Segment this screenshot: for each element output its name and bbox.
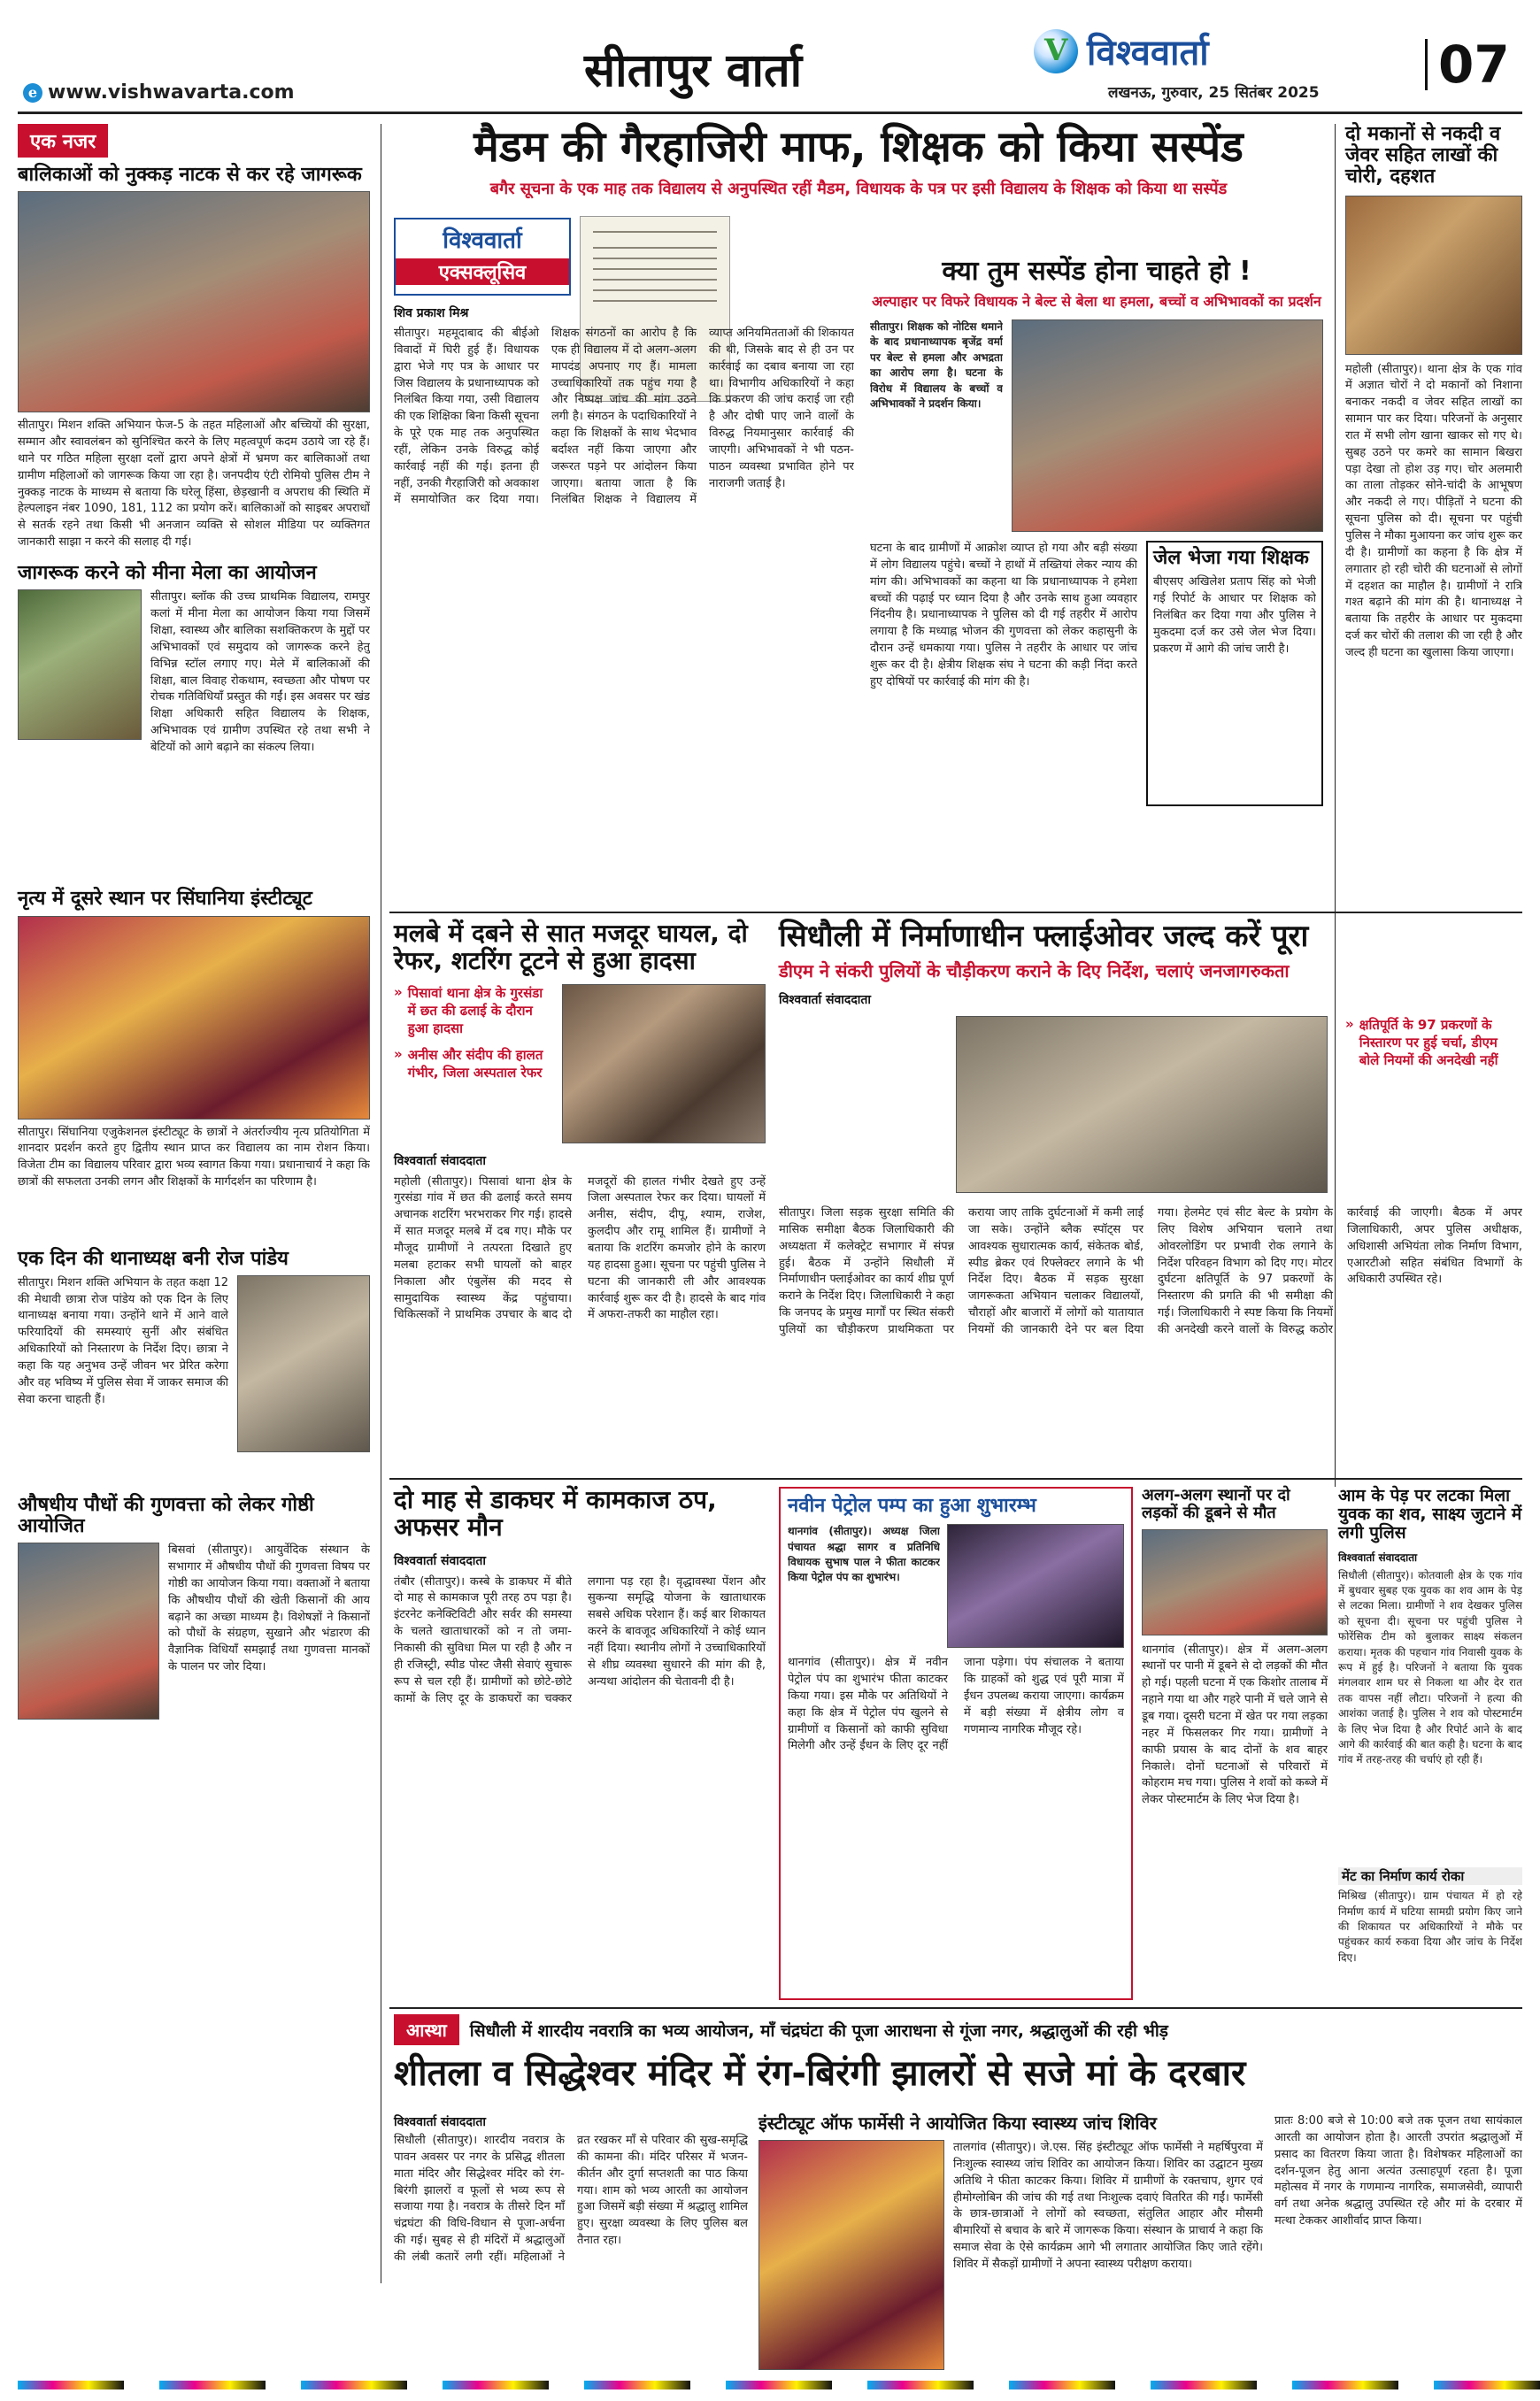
health-photo (758, 2140, 944, 2370)
lead-deck: बगैर सूचना के एक माह तक विद्यालय से अनुपस्थित रहीं मैडम, विधायक के पत्र पर इसी विद्यालय के शिक्षक को किया था सस्पेंड (489, 179, 1228, 198)
drown-body: थानगांव (सीतापुर)। क्षेत्र में अलग-अलग स्थानों पर पानी में डूबने से दो लड़कों की मौत हो गई। पहली घटना में एक किशोर तालाब में नहाने गया था और गहरे पानी में चले जाने से डूब गया। दूसरी घटना में खेत पर गया लड़का नहर में फिसलकर गिर गया। ग्रामीणों ने काफी प्रयास के बाद दोनों के शव बाहर निकाले। दोनों घटनाओं से परिवारों में कोहराम मच गया। पुलिस ने शवों को कब्जे में लेकर पोस्टमार्टम के लिए भेज दिया है। (1142, 1643, 1328, 1807)
ek-nazar-tag: एक नजर (18, 124, 108, 158)
mango-body: सिधौली (सीतापुर)। कोतवाली क्षेत्र के एक गांव में बुधवार सुबह एक युवक का शव आम के पेड़ से लटका मिला। ग्रामीणों ने शव देखकर पुलिस को सूचना दी। सूचना पर पहुंची पुलिस ने फोरेंसिक टीम को बुलाकर साक्ष्य संकलन कराया। मृतक की पहचान गांव निवासी युवक के रूप में हुई है। परिजनों ने बताया कि युवक मंगलवार शाम घर से निकला था और देर रात तक वापस नहीं लौटा। परिजनों ने हत्या की आशंका जताई है। पुलिस ने शव को पोस्टमार्टम के लिए भेज दिया है और रिपोर्ट आने के बाद आगे की कार्रवाई की बात कही है। घटना के बाद गांव में तरह-तरह की चर्चाएं हो रही हैं। (1338, 1568, 1522, 1766)
mango-byline: विश्ववार्ता संवाददाता (1338, 1551, 1418, 1564)
aastha-right-body: प्रातः 8:00 बजे से 10:00 बजे तक पूजन तथा सायंकाल आरती का आयोजन होता है। आरती उपरांत श्रद्धालुओं में प्रसाद का वितरण किया जाता है। विशेषकर महिलाओं का दर्शन-पूजन हेतु आना अत्यंत उत्साहपूर्ण रहता है। पूजा महोत्सव में नगर के गणमान्य नागरिक, समाजसेवी, व्यापारी वर्ग तथा अनेक श्रद्धालु उपस्थित रहे और मां के दरबार में मत्था टेककर आशीर्वाद प्राप्त किया। (1274, 2114, 1522, 2228)
story1-body: सीतापुर। मिशन शक्ति अभियान फेज-5 के तहत महिलाओं और बच्चियों की सुरक्षा, सम्मान और स्वावलंबन को सुनिश्चित करने के लिए महत्वपूर्ण कदम उठाये जा रहे हैं। थाने पर गठित महिला सुरक्षा दलों द्वारा अपने क्षेत्रों में भ्रमण कर बालिकाओं तथा ग्रामीण महिलाओं को जागरूक किया जा रहा है। जनपदीय एंटी रोमियो पुलिस टीम ने नुक्कड़ नाटक के माध्यम से बताया कि घरेलू हिंसा, छेड़खानी व अपराध की स्थिति में हेल्पलाइन नंबर 1090, 181, 112 का प्रयोग करें। बालिकाओं को साइबर अपराधों से सतर्क रहने तथा किसी भी अनजान व्यक्ति से सोशल मीडिया पर व्यक्तिगत जानकारी साझा न करने की सलाह दी गई। (18, 419, 370, 550)
reg-mark (1292, 2381, 1398, 2389)
petrol-body: थानगांव (सीतापुर)। क्षेत्र में नवीन पेट्रोल पंप का शुभारंभ फीता काटकर किया गया। इस मौके पर अतिथियों ने कहा कि क्षेत्र में पेट्रोल पंप खुलने से ग्रामीणों व किसानों को काफी सुविधा मिलेगी और उन्हें ईंधन के लिए दूर नहीं जाना पड़ेगा। पंप संचालक ने बताया कि ग्राहकों को शुद्ध एवं पूरी मात्रा में ईंधन उपलब्ध कराया जाएगा। कार्यक्रम में बड़ी संख्या में क्षेत्रीय लोग व गणमान्य नागरिक मौजूद रहे। (788, 1656, 1124, 1753)
mango-story (1338, 1487, 1522, 2000)
reg-mark (443, 2381, 549, 2389)
suspend-caption: सीतापुर। शिक्षक को नोटिस थमाने के बाद प्रधानाध्यापक बृजेंद्र वर्मा पर बेल्ट से हमला और अभद्रता का आरोप लगा है। घटना के विरोध में विद्यालय के बच्चों व अभिभावकों ने प्रदर्शन किया। (870, 320, 1003, 410)
brand-v-icon: V (1034, 29, 1078, 73)
story2-body: सीतापुर। ब्लॉक की उच्च प्राथमिक विद्यालय, रामपुर कलां में मीना मेला का आयोजन किया गया जिसमें शिक्षा, स्वास्थ्य और बालिका सशक्तिकरण के मुद्दों पर अभिभावकों एवं समुदाय को जागरूक करने हेतु विभिन्न स्टॉल लगाए गए। मेले में बालिकाओं की शिक्षा, बाल विवाह रोकथाम, स्वच्छता और पोषण पर रोचक गतिविधियाँ प्रस्तुत की गईं। इस अवसर पर खंड शिक्षा अधिकारी सहित विद्यालय के शिक्षक, अभिभावक एवं ग्रामीण उपस्थित रहे तथा सभी ने बेटियों को आगे बढ़ाने का संकल्प लिया। (150, 590, 370, 754)
color-registration-strip (0, 2381, 1540, 2395)
story3-title: नृत्य में दूसरे स्थान पर सिंघानिया इंस्टीट्यूट (18, 888, 312, 911)
bullet-arrow-icon: » (394, 1045, 403, 1062)
page-number: 07 (1425, 39, 1510, 90)
story5-photo (18, 1543, 159, 1720)
story1-title: बालिकाओं को नुक्कड़ नाटक से कर रहे जागरूक (18, 164, 362, 186)
reg-mark (1009, 2381, 1115, 2389)
reg-mark (159, 2381, 266, 2389)
masthead-rule (18, 112, 1522, 114)
bullet-arrow-icon: » (394, 983, 403, 1000)
mid-rule-1 (389, 912, 1522, 913)
left-column (18, 124, 370, 2283)
malba-headline: मलबे में दबने से सात मजदूर घायल, दो रेफर, शटरिंग टूटने से हुआ हादसा (394, 919, 748, 975)
aastha-kicker: सिधौली में शारदीय नवरात्रि का भव्य आयोजन, माँ चंद्रघंटा की पूजा आराधना से गूंजा नगर, श्रद्धालुओं की रही भीड़ (469, 2020, 1168, 2041)
malba-story (394, 920, 766, 1469)
drown-story (1142, 1487, 1328, 2000)
flyover-photo (956, 1016, 1328, 1193)
health-box (758, 2113, 1263, 2379)
story2-photo (18, 589, 142, 740)
mid-rule-3 (389, 2007, 1522, 2009)
mango-sub-title: मेंट का निर्माण कार्य रोका (1338, 1867, 1522, 1886)
mid-rule-2 (389, 1478, 1522, 1480)
theft-photo (1345, 196, 1522, 355)
post-body: तंबौर (सीतापुर)। कस्बे के डाकघर में बीते दो माह से कामकाज पूरी तरह ठप पड़ा है। इंटरनेट कनेक्टिविटी और सर्वर की समस्या के चलते खाताधारकों को न तो जमा-निकासी की सुविधा मिल पा रही है और न ही रजिस्ट्री, स्पीड पोस्ट जैसी सेवाएं सुचारू रूप से चल रही हैं। ग्रामीणों को छोटे-छोटे कामों के लिए दूर के डाकघरों का चक्कर लगाना पड़ रहा है। वृद्धावस्था पेंशन और सुकन्या समृद्धि योजना के खाताधारक सबसे अधिक परेशान हैं। कई बार शिकायत करने के बावजूद अधिकारियों ने कोई ध्यान नहीं दिया। स्थानीय लोगों ने उच्चाधिकारियों से शीघ्र व्यवस्था सुधारने की मांग की है, अन्यथा आंदोलन की चेतावनी दी है। (394, 1574, 766, 1705)
flyover-body: सीतापुर। जिला सड़क सुरक्षा समिति की मासिक समीक्षा बैठक जिलाधिकारी की अध्यक्षता में कलेक्ट्रेट सभागार में संपन्न हुई। बैठक में उन्होंने सिधौली में निर्माणाधीन फ्लाईओवर का कार्य शीघ्र पूर्ण कराने के निर्देश दिए। जिलाधिकारी ने कहा कि जनपद के प्रमुख मार्गों पर स्थित संकरी पुलियों का चौड़ीकरण प्राथमिकता पर कराया जाए ताकि दुर्घटनाओं में कमी लाई जा सके। उन्होंने ब्लैक स्पॉट्स पर आवश्यक सुधारात्मक कार्य, संकेतक बोर्ड, स्पीड ब्रेकर एवं रिफ्लेक्टर लगाने के भी निर्देश दिए। बैठक में सड़क सुरक्षा जागरूकता अभियान चलाकर विद्यालयों, चौराहों और बाजारों में लोगों को यातायात नियमों की जानकारी देने पर बल दिया गया। हेलमेट एवं सीट बेल्ट के प्रयोग के लिए विशेष अभियान चलाने तथा ओवरलोडिंग पर प्रभावी रोक लगाने के निर्देश परिवहन विभाग को दिए गए। मोटर दुर्घटना क्षतिपूर्ति के 97 प्रकरणों के निस्तारण की प्रगति की भी समीक्षा की गई। जिलाधिकारी ने स्पष्ट किया कि नियमों की अनदेखी करने वालों के विरुद्ध कठोर कार्रवाई की जाएगी। बैठक में अपर जिलाधिकारी, अपर पुलिस अधीक्षक, अधिशासी अभियंता लोक निर्माण विभाग, एआरटीओ सहित संबंधित विभागों के अधिकारी उपस्थित रहे। (779, 1206, 1522, 1336)
post-byline: विश्ववार्ता संवाददाता (394, 1553, 487, 1568)
lead-body: सीतापुर। महमूदाबाद की बीईओ विवादों में घिरी हुई हैं। विधायक द्वारा भेजे गए पत्र के आधार पर जिस विद्यालय के प्रधानाध्यापक को निलंबित किया गया, उसी विद्यालय की एक शिक्षिका बिना किसी सूचना के पूरे एक माह तक अनुपस्थित रहीं, लेकिन उनके विरुद्ध कोई कार्रवाई नहीं की गई। इतना ही नहीं, उनकी गैरहाजिरी को अवकाश में समायोजित कर दिया गया। शिक्षक संगठनों का आरोप है कि एक ही विद्यालय में दो अलग-अलग मापदंड अपनाए गए हैं। मामला उच्चाधिकारियों तक पहुंच गया है और निष्पक्ष जांच की मांग उठने लगी है। संगठन के पदाधिकारियों ने कहा कि शिक्षकों के साथ भेदभाव बर्दाश्त नहीं किया जाएगा और जरूरत पड़ने पर आंदोलन किया जाएगा। बताया जाता है कि निलंबित शिक्षक ने विद्यालय में व्याप्त अनियमितताओं की शिकायत की थी, जिसके बाद से ही उन पर कार्रवाई का दबाव बनाया जा रहा था। विभागीय अधिकारियों ने कहा कि प्रकरण की जांच कराई जा रही है और दोषी पाए जाने वालों के विरुद्ध नियमानुसार कार्रवाई की जाएगी। अभिभावकों ने भी पठन-पाठन व्यवस्था प्रभावित होने पर नाराजगी जताई है। (394, 327, 854, 507)
mango-headline: आम के पेड़ पर लटका मिला युवक का शव, साक्ष्य जुटाने में लगी पुलिस (1338, 1486, 1522, 1543)
story1-photo (18, 191, 370, 412)
flyover-story (779, 920, 1522, 1469)
health-body: तालगांव (सीतापुर)। जे.एस. सिंह इंस्टीट्यूट ऑफ फार्मेसी ने महर्षिपुरवा में निःशुल्क स्वास्थ्य जांच शिविर का आयोजन किया। शिविर का उद्घाटन मुख्य अतिथि ने फीता काटकर किया। शिविर में ग्रामीणों के रक्तचाप, शुगर एवं हीमोग्लोबिन की जांच की गई तथा निःशुल्क दवाएं वितरित की गईं। फार्मेसी के छात्र-छात्राओं ने लोगों को स्वच्छता, संतुलित आहार और मौसमी बीमारियों से बचाव के बारे में जागरूक किया। संस्थान के प्राचार्य ने कहा कि समाज सेवा के ऐसे कार्यक्रम आगे भी लगातार आयोजित किए जाते रहेंगे। शिविर में सैकड़ों ग्रामीणों ने अपना स्वास्थ्य परीक्षण कराया। (953, 2141, 1263, 2271)
website-link[interactable]: e www.vishwavarta.com (23, 81, 295, 104)
petrol-lead: थानगांव (सीतापुर)। अध्यक्ष जिला पंचायत श्रद्धा सागर व प्रतिनिधि विधायक सुभाष पाल ने फीता काटकर किया पेट्रोल पंप का शुभारंभ। (788, 1525, 940, 1584)
jail-body: बीएसए अखिलेश प्रताप सिंह को भेजी गई रिपोर्ट के आधार पर शिक्षक को निलंबित कर दिया गया और पुलिस ने मुकदमा दर्ज कर उसे जेल भेज दिया। प्रकरण में आगे की जांच जारी है। (1153, 575, 1316, 656)
exclusive-brand: विश्ववार्ता (443, 227, 522, 254)
story3-photo (18, 916, 370, 1120)
mango-sub-body: मिश्रिख (सीतापुर)। ग्राम पंचायत में हो रहे निर्माण कार्य में घटिया सामग्री प्रयोग किए जाने की शिकायत पर अधिकारियों ने मौके पर पहुंचकर कार्य रुकवा दिया और जांच के निर्देश दिए। (1338, 1889, 1522, 1964)
jail-box (1146, 541, 1323, 806)
brand-logo (1034, 27, 1209, 75)
brand-name: विश्ववार्ता (1087, 33, 1209, 73)
lead-byline: शिव प्रकाश मिश्र (394, 306, 469, 320)
aastha-byline: विश्ववार्ता संवाददाता (394, 2115, 487, 2129)
drown-headline: अलग-अलग स्थानों पर दो लड़कों की डूबने से मौत (1142, 1486, 1290, 1522)
health-headline: इंस्टीट्यूट ऑफ फार्मेसी ने आयोजित किया स्वास्थ्य जांच शिविर (758, 2112, 1157, 2134)
suspend-body: घटना के बाद ग्रामीणों में आक्रोश व्याप्त हो गया और बड़ी संख्या में लोग विद्यालय पहुंचे। बच्चों ने हाथों में तख्तियां लेकर न्याय की मांग की। अभिभावकों का कहना था कि प्रधानाध्यापक ने हमेशा बच्चों की पढ़ाई पर ध्यान दिया है और उनके साथ हुआ व्यवहार निंदनीय है। प्रधानाध्यापक ने पुलिस को दी गई तहरीर में आरोप लगाया है कि मध्याह्न भोजन की गुणवत्ता को लेकर कहासुनी के दौरान उन्हें धमकाया गया। पुलिस ने तहरीर के आधार पर जांच शुरू कर दी है। क्षेत्रीय शिक्षक संघ ने घटना की कड़ी निंदा करते हुए दोषियों पर कार्रवाई की मांग की है। (870, 542, 1137, 689)
protest-photo (1012, 319, 1323, 532)
bullet-arrow-icon: » (1345, 1016, 1354, 1032)
browser-e-icon: e (23, 83, 42, 103)
theft-headline: दो मकानों से नकदी व जेवर सहित लाखों की चोरी, दहशत (1345, 123, 1501, 189)
petrol-photo (947, 1524, 1124, 1648)
aastha-section (394, 2014, 1522, 2386)
story4-photo (237, 1275, 370, 1452)
theft-body: महोली (सीतापुर)। थाना क्षेत्र के एक गांव में अज्ञात चोरों ने दो मकानों को निशाना बनाकर नकदी व जेवर सहित लाखों का सामान पार कर दिया। परिजनों के अनुसार रात में सभी लोग खाना खाकर सो गए थे। सुबह उठने पर कमरे का सामान बिखरा पड़ा देखा तो होश उड़ गए। चोर अलमारी का ताला तोड़कर सोने-चांदी के आभूषण और नकदी ले गए। पीड़ितों ने घटना की सूचना पुलिस को दी। सूचना पर पहुंची पुलिस ने मौका मुआयना कर जांच शुरू कर दी है। ग्रामीणों का कहना है कि क्षेत्र में लगातार हो रही चोरी की घटनाओं से लोगों में दहशत का माहौल है। ग्रामीणों ने रात्रि गश्त बढ़ाने की मांग की है। थानाध्यक्ष ने बताया कि तहरीर के आधार पर मुकदमा दर्ज कर चोरों की तलाश की जा रही है और जल्द ही घटना का खुलासा किया जाएगा। (1345, 362, 1522, 659)
reg-mark (1434, 2381, 1540, 2389)
malba-photo (562, 984, 766, 1143)
petrol-headline: नवीन पेट्रोल पम्प का हुआ शुभारम्भ (788, 1495, 1036, 1517)
reg-mark (1151, 2381, 1257, 2389)
flyover-side-note: » क्षतिपूर्ति के 97 प्रकरणों के निस्तारण पर हुई चर्चा, डीएम बोले नियमों की अनदेखी नहीं (1345, 1016, 1498, 1068)
story4-title: एक दिन की थानाध्यक्ष बनी रोज पांडेय (18, 1247, 289, 1270)
suspend-headline: क्या तुम सस्पेंड होना चाहते हो ! (942, 256, 1251, 287)
reg-mark (301, 2381, 407, 2389)
masthead (0, 0, 1540, 115)
aastha-body: सिधौली (सीतापुर)। शारदीय नवरात्र के पावन अवसर पर नगर के प्रसिद्ध शीतला माता मंदिर और सिद्धेश्वर मंदिर को रंग-बिरंगी झालरों व फूलों से भव्य रूप से सजाया गया है। नवरात्र के तीसरे दिन माँ चंद्रघंटा की विधि-विधान से पूजा-अर्चना की गई। सुबह से ही मंदिरों में श्रद्धालुओं की लंबी कतारें लगी रहीं। महिलाओं ने व्रत रखकर माँ से परिवार की सुख-समृद्धि की कामना की। मंदिर परिसर में भजन-कीर्तन और दुर्गा सप्तशती का पाठ किया गया। शाम को भव्य आरती का आयोजन हुआ जिसमें बड़ी संख्या में श्रद्धालु शामिल हुए। सुरक्षा व्यवस्था के लिए पुलिस बल तैनात रहा। (394, 2134, 748, 2264)
jail-title: जेल भेजा गया शिक्षक (1153, 547, 1309, 569)
flyover-deck: डीएम ने संकरी पुलियों के चौड़ीकरण कराने के दिए निर्देश, चलाएं जनजागरुकता (779, 960, 1290, 982)
dateline: लखनऊ, गुरुवार, 25 सितंबर 2025 (1108, 84, 1320, 102)
reg-mark (867, 2381, 974, 2389)
story5-body: बिसवां (सीतापुर)। आयुर्वेदिक संस्थान के सभागार में औषधीय पौधों की गुणवत्ता विषय पर गोष्ठी का आयोजन किया गया। वक्ताओं ने बताया कि औषधीय पौधों की खेती किसानों की आय बढ़ाने का अच्छा माध्यम है। विशेषज्ञों ने किसानों को पौधों के संग्रहण, सुखाने और भंडारण की वैज्ञानिक विधियाँ समझाईं तथा गुणवत्ता मानकों के पालन पर जोर दिया। (168, 1543, 370, 1674)
malba-bullet-2: » अनीस और संदीप की हालत गंभीर, जिला अस्पताल रेफर (394, 1045, 543, 1081)
post-headline: दो माह से डाकघर में कामकाज ठप, अफसर मौन (394, 1485, 717, 1542)
reg-mark (18, 2381, 124, 2389)
malba-bullet-1: » पिसावां थाना क्षेत्र के गुरसंडा में छत की ढलाई के दौरान हुआ हादसा (394, 983, 543, 1036)
right-column (1345, 124, 1522, 1009)
story3-body: सीतापुर। सिंघानिया एजुकेशनल इंस्टीट्यूट के छात्रों ने अंतर्राज्यीय नृत्य प्रतियोगिता में शानदार प्रदर्शन करते हुए द्वितीय स्थान प्राप्त कर विद्यालय का नाम रोशन किया। विजेता टीम का विद्यालय परिवार द्वारा भव्य स्वागत किया गया। प्रधानाचार्य ने कहा कि छात्रों की सफलता उनकी लगन और शिक्षकों के मार्गदर्शन का परिणाम है। (18, 1125, 370, 1189)
aastha-tag: आस्था (394, 2014, 459, 2045)
petrol-story (779, 1487, 1133, 2000)
story4-body: सीतापुर। मिशन शक्ति अभियान के तहत कक्षा 12 की मेधावी छात्रा रोज पांडेय को एक दिन के लिए थानाध्यक्ष बनाया गया। उन्होंने थाने में आने वाले फरियादियों की समस्याएं सुनीं और संबंधित अधिकारियों को निस्तारण के निर्देश दिए। छात्रा ने कहा कि यह अनुभव उन्हें जीवन भर प्रेरित करेगा और वह भविष्य में पुलिस सेवा में जाकर समाज की सेवा करना चाहती हैं। (18, 1275, 228, 1406)
flyover-byline: विश्ववार्ता संवाददाता (779, 993, 872, 1008)
reg-mark (726, 2381, 832, 2389)
exclusive-label: एक्सक्लूसिव (396, 258, 569, 285)
exclusive-badge (394, 218, 571, 296)
reg-mark (584, 2381, 690, 2389)
story5-title: औषधीय पौधों की गुणवत्ता को लेकर गोष्ठी आयोजित (18, 1493, 314, 1537)
lead-headline: मैडम की गैरहाजिरी माफ, शिक्षक को किया सस्पेंड (474, 122, 1244, 172)
story2-title: जागरूक करने को मीना मेला का आयोजन (18, 562, 317, 585)
malba-byline: विश्ववार्ता संवाददाता (394, 1153, 487, 1168)
section-title: सीतापुर वार्ता (584, 44, 803, 97)
flyover-headline: सिधौली में निर्माणाधीन फ्लाईओवर जल्द करें पूरा (779, 919, 1309, 954)
lead-story (394, 124, 1323, 912)
suspend-box (870, 257, 1323, 903)
aastha-headline: शीतला व सिद्धेश्वर मंदिर में रंग-बिरंगी झालरों से सजे मां के दरबार (394, 2053, 1246, 2094)
malba-body: महोली (सीतापुर)। पिसावां थाना क्षेत्र के गुरसंडा गांव में छत की ढलाई करते समय अचानक शटरिंग भरभराकर गिर गई। हादसे में सात मजदूर मलबे में दब गए। मौके पर मौजूद ग्रामीणों ने तत्परता दिखाते हुए मलबा हटाकर सभी घायलों को बाहर निकाला और एंबुलेंस की मदद से सामुदायिक स्वास्थ्य केंद्र पहुंचाया। चिकित्सकों ने प्राथमिक उपचार के बाद दो मजदूरों की हालत गंभीर देखते हुए उन्हें जिला अस्पताल रेफर कर दिया। घायलों में अनीस, संदीप, दीपू, श्याम, राजेश, कुलदीप और रामू शामिल हैं। ग्रामीणों ने बताया कि शटरिंग कमजोर होने के कारण यह हादसा हुआ। सूचना पर पहुंची पुलिस ने घटना की जानकारी ली और आवश्यक कार्रवाई शुरू कर दी है। हादसे के बाद गांव में अफरा-तफरी का माहौल रहा। (394, 1174, 766, 1322)
drown-photo (1142, 1529, 1328, 1635)
suspend-deck: अल्पाहार पर विफरे विधायक ने बेल्ट से बेला था हमला, बच्चों व अभिभावकों का प्रदर्शन (872, 293, 1321, 310)
post-story (394, 1487, 766, 2000)
